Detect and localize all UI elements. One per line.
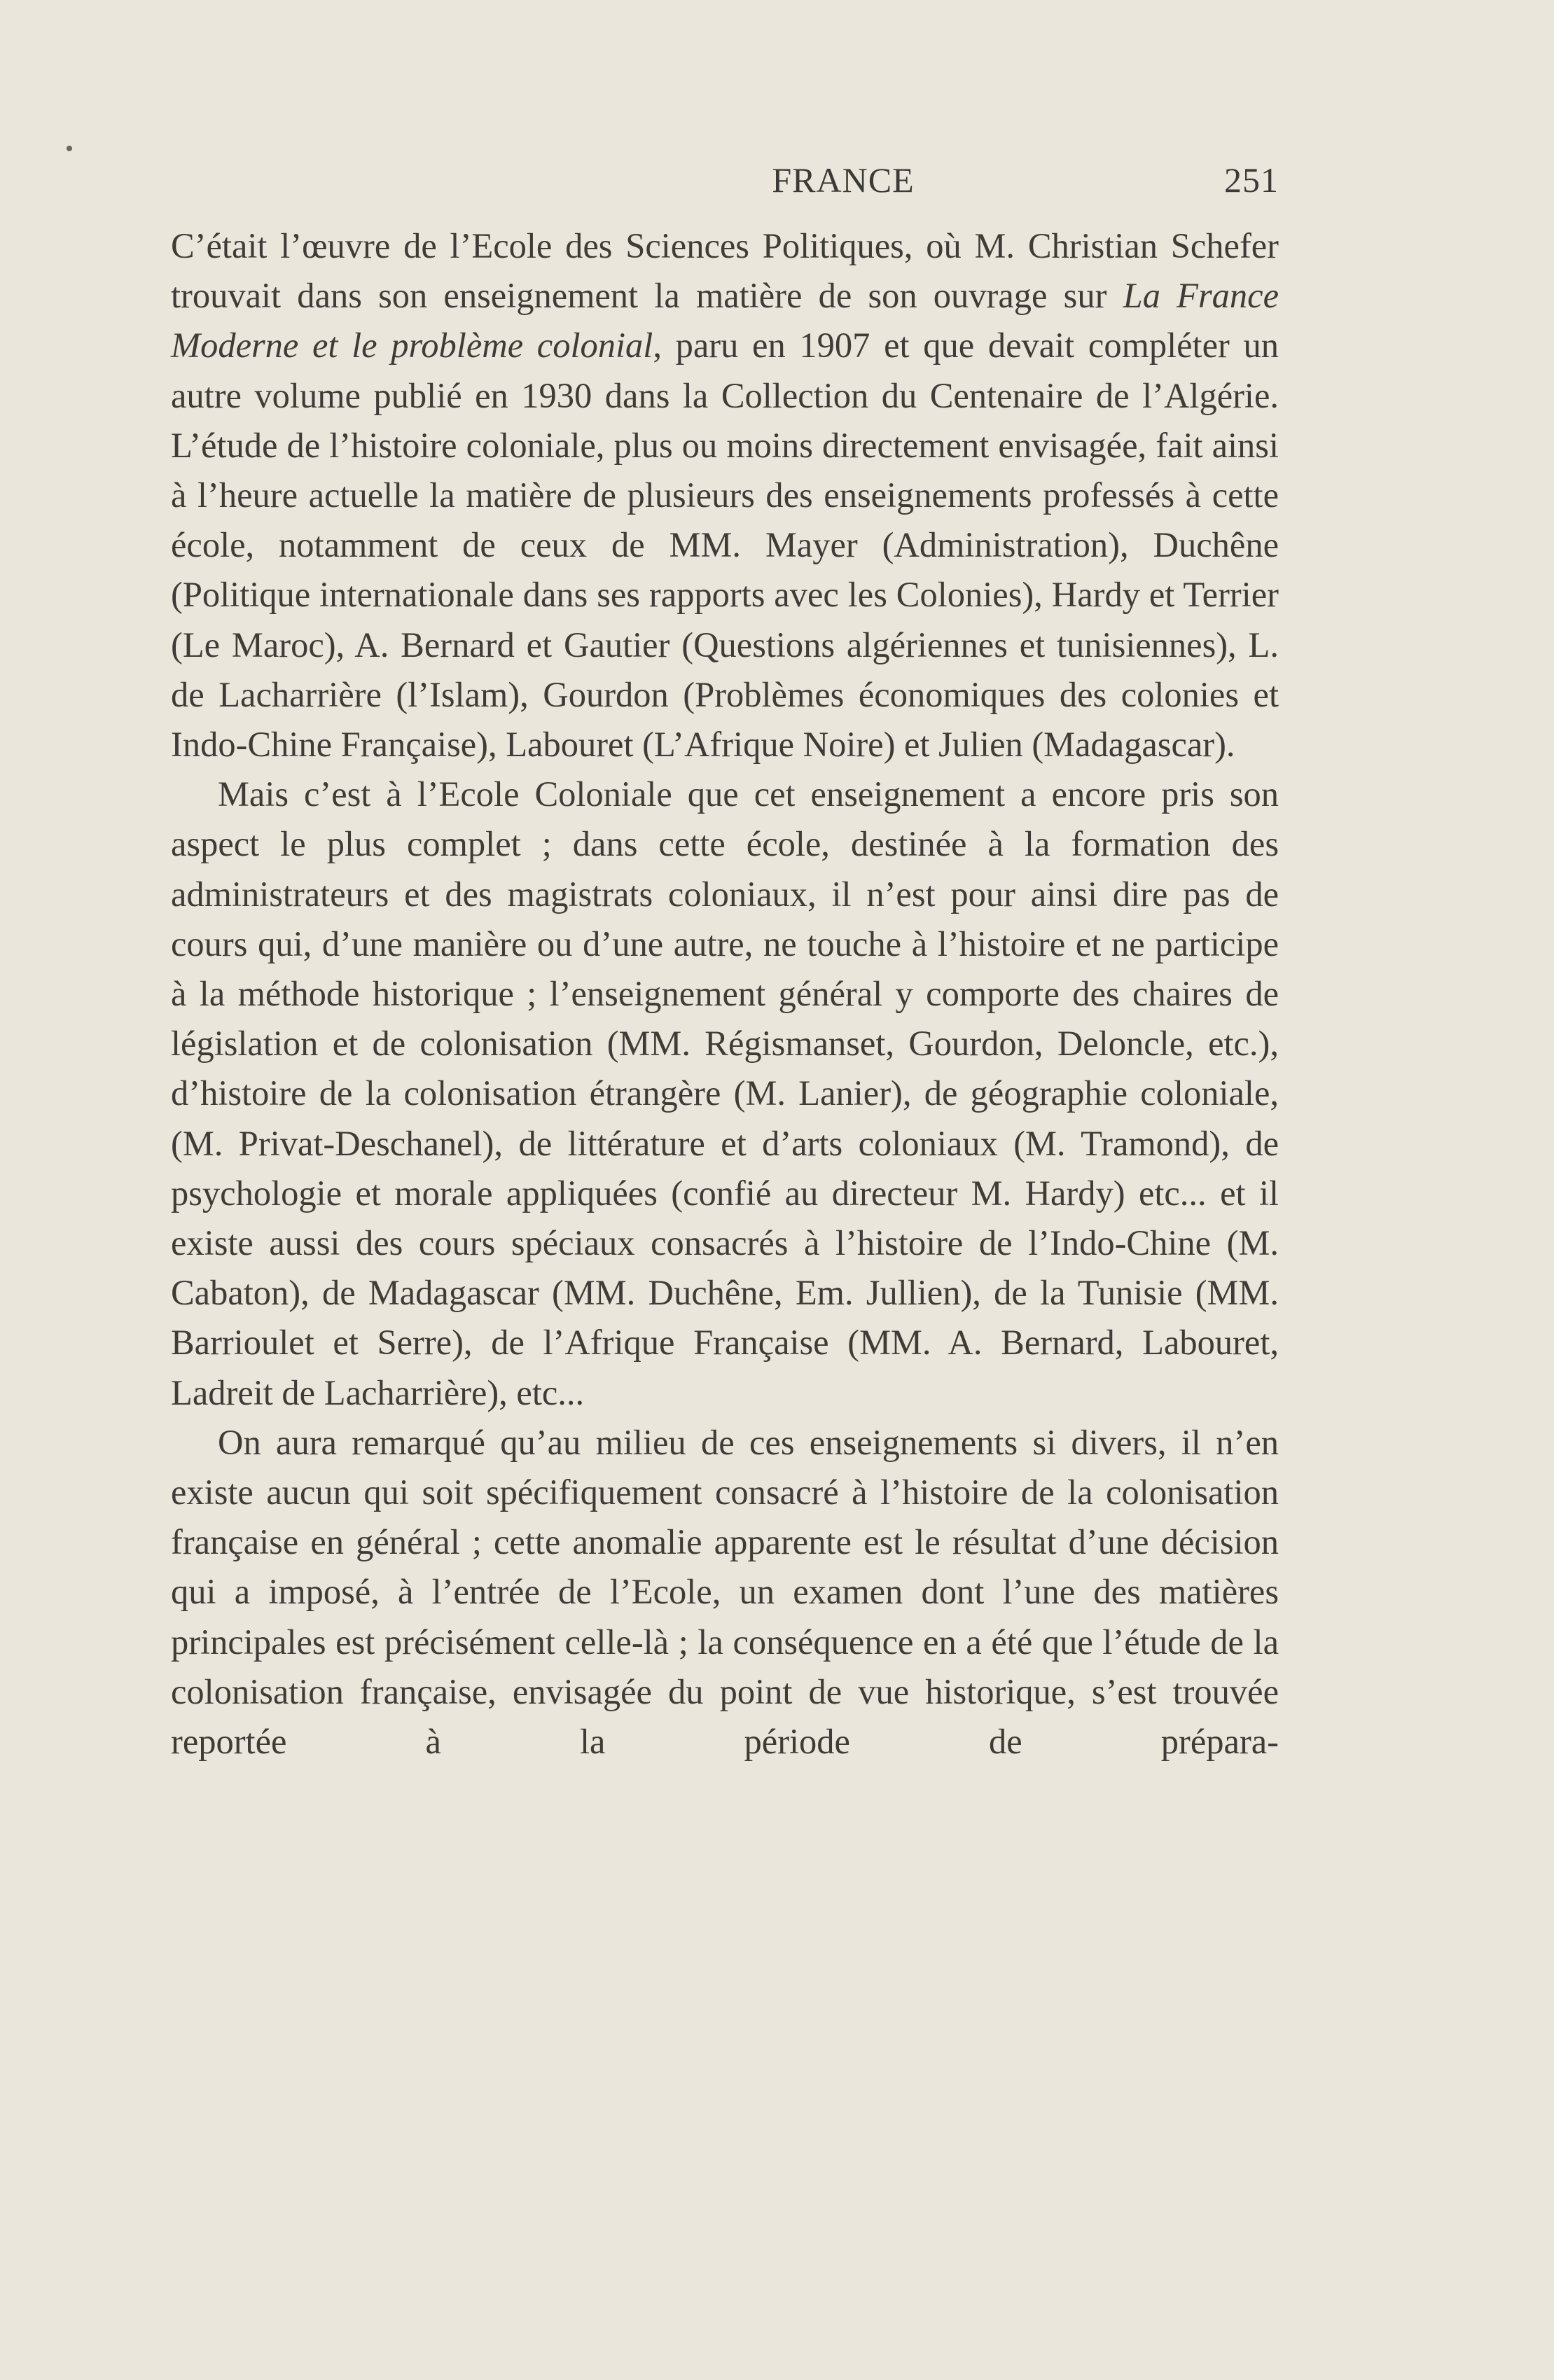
paragraph-1: [171, 221, 1279, 770]
running-title: FRANCE: [772, 160, 915, 200]
paragraph-3: On aura remarqué qu’au milieu de ces enseignements si divers, il n’en existe aucun qui soit spécifiquement consacré à l’histoire de la colonisation française en général ; cette anomalie apparente est le résultat d’une décision qui a imposé, à l’entrée de l’Ecole, un examen dont l’une des matières principales est précisément celle-là ; la conséquence en a été que l’étude de la colonisation française, envisagée du point de vue historique, s’est trouvée reportée à la période de prépara-: [171, 1422, 1279, 1762]
print-speck: [67, 146, 72, 151]
paragraph-1-text-b: , paru en 1907 et que devait compléter un autre volume publié en 1930 dans la Collection du Centenaire de l’Algérie. L’étude de l’histoire coloniale, plus ou moins directement envisagée, fait ainsi à l’heure actuelle la matière de plusieurs des enseignements professés à cette école, notamment de ceux de MM. Mayer (Administration), Duchêne (Politique internationale dans ses rapports avec les Colonies), Hardy et Terrier (Le Maroc), A. Bernard et Gautier (Questions algériennes et tunisiennes), L. de Lacharrière (l’Islam), Gourdon (Problèmes économiques des colonies et Indo-Chine Française), Labouret (L’Afrique Noire) et Julien (Madagascar).: [171, 326, 1279, 765]
paragraph-2: Mais c’est à l’Ecole Coloniale que cet enseignement a encore pris son aspect le plus complet ; dans cette école, destinée à la formation des administrateurs et des magistrats coloniaux, il n’est pour ainsi dire pas de cours qui, d’une manière ou d’une autre, ne touche à l’histoire et ne participe à la méthode historique ; l’enseignement général y comporte des chaires de législation et de colonisation (MM. Régismanset, Gourdon, Deloncle, etc.), d’histoire de la colonisation étrangère (M. Lanier), de géographie coloniale, (M. Privat-Deschanel), de littérature et d’arts coloniaux (M. Tramond), de psychologie et morale appliquées (confié au directeur M. Hardy) etc... et il existe aussi des cours spéciaux consacrés à l’histoire de l’Indo-Chine (M. Cabaton), de Madagascar (MM. Duchêne, Em. Jullien), de la Tunisie (MM. Barrioulet et Serre), de l’Afrique Française (MM. A. Bernard, Labouret, Ladreit de Lacharrière), etc...: [171, 774, 1279, 1412]
book-title: La France Moderne et le problème colonial: [171, 276, 1279, 366]
page-number: 251: [1224, 160, 1279, 200]
paragraph-1-text-a: C’était l’œuvre de l’Ecole des Sciences Politiques, où M. Christian Schefer trouvait dans son enseignement la matière de son ouvrage sur: [171, 226, 1279, 316]
body-text: [171, 221, 1279, 1767]
page-header: [171, 160, 1279, 209]
